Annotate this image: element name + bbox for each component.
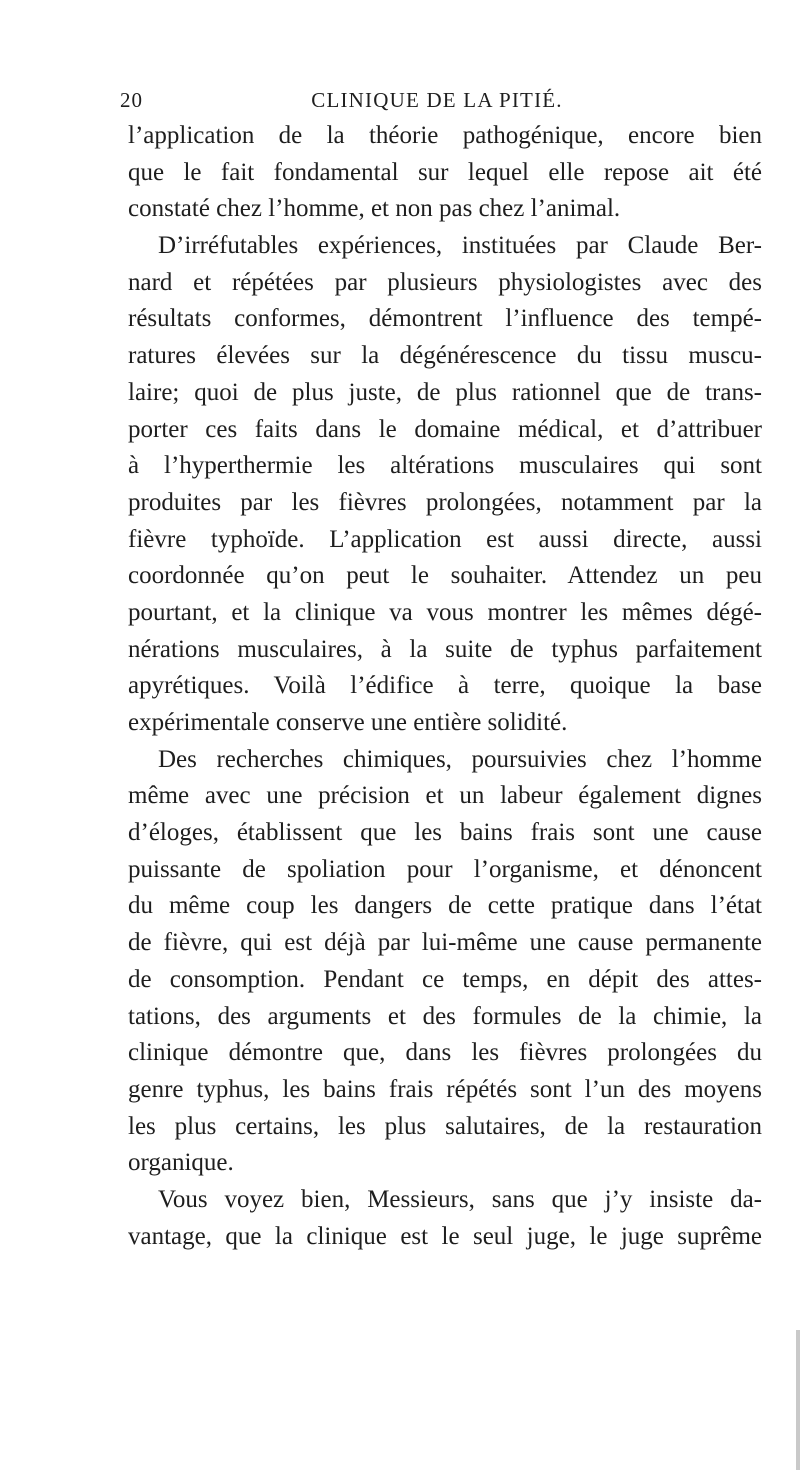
text-line: tations, des arguments et des formules de la chimie, la <box>128 1002 762 1030</box>
body-text <box>128 118 762 1255</box>
text-line: constaté chez l’homme, et non pas chez l’animal. <box>128 195 621 223</box>
text-line: de consomption. Pendant ce temps, en dépit des attes- <box>128 965 762 993</box>
text-line: apyrétiques. Voilà l’édifice à terre, quoique la base <box>128 672 762 700</box>
text-line: nérations musculaires, à la suite de typhus parfaitement <box>128 635 762 663</box>
text-line: porter ces faits dans le domaine médical, et d’attribuer <box>128 415 762 443</box>
text-line: nard et répétées par plusieurs physiologistes avec des <box>128 268 762 296</box>
page-number: 20 <box>120 88 143 112</box>
text-line: pourtant, et la clinique va vous montrer les mêmes dégé- <box>128 598 762 626</box>
text-line: vantage, que la clinique est le seul juge, le juge suprême <box>128 1222 762 1250</box>
text-line: produites par les fièvres prolongées, notamment par la <box>128 488 762 516</box>
page-edge-shadow <box>796 1330 800 1470</box>
text-line: fièvre typhoïde. L’application est aussi directe, aussi <box>128 525 762 553</box>
running-title: CLINIQUE DE LA PITIÉ. <box>311 88 563 112</box>
text-line: ratures élevées sur la dégénérescence du tissu muscu- <box>128 342 762 370</box>
text-line: que le fait fondamental sur lequel elle repose ait été <box>128 158 762 186</box>
text-line: Vous voyez bien, Messieurs, sans que j’y insiste da- <box>158 1185 762 1213</box>
text-line: les plus certains, les plus salutaires, de la restauration <box>128 1112 762 1140</box>
page-header <box>112 88 762 122</box>
text-line: expérimentale conserve une entière solidité. <box>128 709 568 736</box>
text-line: de fièvre, qui est déjà par lui-même une cause permanente <box>128 929 762 957</box>
text-line: clinique démontre que, dans les fièvres prolongées du <box>128 1039 762 1067</box>
text-line: résultats conformes, démontrent l’influence des tempé- <box>128 305 762 333</box>
text-line: coordonnée qu’on peut le souhaiter. Attendez un peu <box>128 562 762 590</box>
text-line: d’éloges, établissent que les bains frais sont une cause <box>128 819 762 847</box>
text-line: D’irréfutables expériences, instituées par Claude Ber- <box>158 232 762 260</box>
text-line: puissante de spoliation pour l’organisme, et dénoncent <box>128 855 762 883</box>
text-line: Des recherches chimiques, poursuivies chez l’homme <box>158 745 762 773</box>
text-line: genre typhus, les bains frais répétés sont l’un des moyens <box>128 1075 762 1103</box>
text-line: du même coup les dangers de cette pratique dans l’état <box>128 892 762 920</box>
text-line: l’application de la théorie pathogénique, encore bien <box>128 122 762 149</box>
text-line: organique. <box>128 1149 234 1177</box>
text-line: à l’hyperthermie les altérations musculaires qui sont <box>128 452 762 480</box>
text-line: même avec une précision et un labeur également dignes <box>128 782 762 810</box>
text-line: laire; quoi de plus juste, de plus rationnel que de trans- <box>128 378 762 406</box>
